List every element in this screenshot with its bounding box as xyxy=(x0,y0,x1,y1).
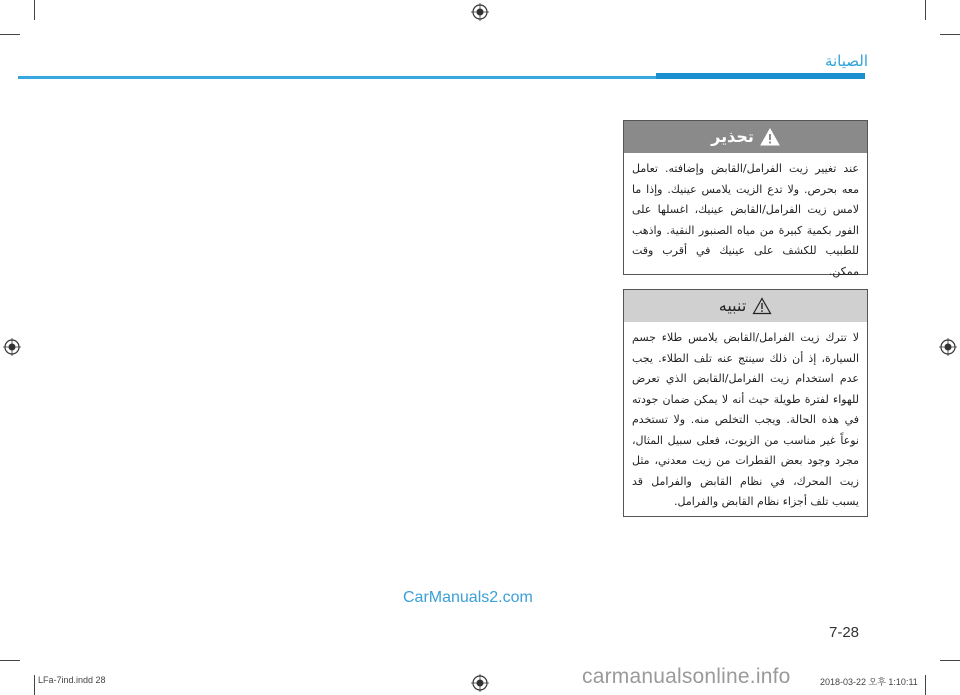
page-number: 7-28 xyxy=(829,624,860,641)
registration-mark-icon xyxy=(3,338,21,356)
caution-box xyxy=(623,289,868,517)
crop-mark xyxy=(34,675,35,695)
crop-mark xyxy=(925,0,926,20)
crop-mark xyxy=(940,34,960,35)
registration-mark-icon xyxy=(939,338,957,356)
caution-triangle-icon xyxy=(752,297,772,315)
header-divider-accent xyxy=(656,73,865,79)
warning-box-header xyxy=(624,121,867,153)
crop-mark xyxy=(0,660,20,661)
warning-triangle-icon xyxy=(760,128,780,146)
section-title: الصيانة xyxy=(824,52,868,70)
watermark: CarManuals2.com xyxy=(403,589,533,606)
warning-text: عند تغيير زيت الفرامل/القابض وإضافته. تعامل معه بحرص. ولا تدع الزيت يلامس عينيك. وإذا ما لامس زيت الفرامل/القابض عينيك، اغسلها على الفور بكمية كبيرة من مياه الصنبور النقية. واذهب للطبيب للكشف على عينيك في أقرب وقت ممكن. xyxy=(632,162,859,278)
crop-mark xyxy=(34,0,35,20)
footer-file: LFa-7ind.indd 28 xyxy=(38,675,106,685)
warning-box xyxy=(623,120,868,278)
caution-title: تنبيه xyxy=(718,296,747,315)
crop-mark xyxy=(940,660,960,661)
caution-text: لا تترك زيت الفرامل/القابض يلامس طلاء جسم السيارة، إذ أن ذلك سينتج عنه تلف الطلاء. يجب عدم استخدام زيت الفرامل/القابض الذي تعرض للهواء لفترة طويلة حيث أنه لا يمكن ضمان جودته في هذه الحالة. ويجب التخلص منه. ولا تستخدم نوعاً غير مناسب من الزيوت، فعلى سبيل المثال، مجرد وجود بعض القطرات من زيت معدني، مثل زيت المحرك، في نظام القابض والفرامل قد يسبب تلف أجزاء نظام القابض والفرامل. xyxy=(632,331,859,508)
footer-site: carmanualsonline.info xyxy=(582,665,791,688)
registration-mark-icon xyxy=(471,674,489,692)
crop-mark xyxy=(925,675,926,695)
footer-date: 2018-03-22 오후 1:10:11 xyxy=(820,677,918,687)
caution-box-header xyxy=(624,290,867,322)
crop-mark xyxy=(0,34,20,35)
warning-title: تحذير xyxy=(711,127,754,146)
registration-mark-icon xyxy=(471,3,489,21)
